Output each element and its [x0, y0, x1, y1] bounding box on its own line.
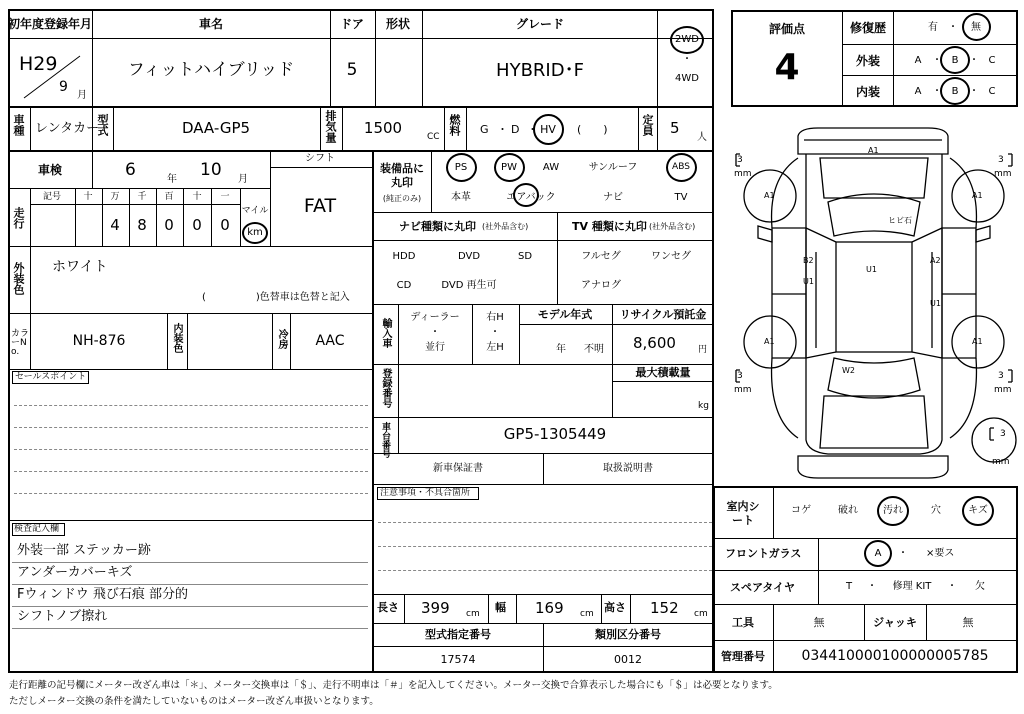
mark-a1-front: A1	[868, 146, 879, 155]
navi-cd: CD	[396, 280, 412, 291]
interior-seat-label: 室内シート	[726, 500, 760, 528]
car-damage-diagram	[728, 118, 1020, 488]
ac-value: AAC	[315, 333, 345, 349]
inspector-line-2: アンダーカバーキズ	[17, 565, 133, 580]
tools-label: 工具	[732, 616, 754, 629]
height-label: 高さ	[604, 601, 626, 614]
glass-label: フロントガラス	[725, 547, 802, 560]
km-label: km	[247, 227, 263, 238]
spare-kit: 修理 KIT	[892, 581, 932, 592]
import-dealer: ディーラー	[410, 312, 460, 323]
inspector-line-3: Fウィンドウ 飛び石痕 部分的	[17, 587, 188, 602]
shift-label: シフト	[305, 153, 335, 164]
max-load-unit: kg	[698, 401, 709, 411]
fuel-other: ( )	[577, 123, 608, 136]
inspector-label: 検査記入欄	[14, 524, 60, 534]
fuel-hv: HV	[540, 123, 556, 136]
import-label: 輸入車	[380, 318, 391, 348]
seat-stain: 汚れ	[883, 505, 903, 516]
mgmt-label: 管理番号	[721, 650, 765, 663]
fuel-dot-1: ・	[497, 123, 508, 136]
navi-sd: SD	[517, 251, 533, 262]
mark-u1-right: U1	[930, 299, 941, 308]
color-code: NH-876	[72, 333, 126, 349]
model-year-label: モデル年式	[537, 308, 593, 321]
warranty-doc: 新車保証書	[433, 463, 483, 474]
inspection-year-unit: 年	[167, 174, 177, 185]
equipment-sub: (純正のみ)	[382, 194, 422, 203]
fuel-label: 燃料	[448, 114, 461, 136]
model-year-unknown: 不明	[584, 344, 604, 355]
footer-line-1: 走行距離の記号欄にメーター改ざん車は「＊」、メーター交換車は「＄」、走行不明車は「＃」を記入してください。メーター交換で合算表示した場合にも「＄」は必要となります。	[9, 680, 778, 691]
import-right: 右H	[486, 312, 504, 323]
tread-unit-rl: mm	[734, 385, 752, 395]
shape-label: 形状	[385, 17, 411, 31]
interior-grade-label: 内装	[855, 85, 881, 99]
mark-b2-left: B2	[803, 256, 814, 265]
tv-fullseg: フルセグ	[581, 251, 621, 262]
mileage-digit-4: 0	[192, 216, 202, 234]
inspection-month-unit: 月	[238, 174, 248, 185]
chassis-label: 車台番号	[380, 422, 390, 458]
digit-header-4: 百	[164, 192, 174, 202]
repair-yes: 有	[928, 22, 938, 33]
footer-line-2: ただしメーター交換の条件を満たしていないものはメーター改ざん車扱いとなります。	[9, 696, 379, 707]
capacity-value: 5	[670, 119, 680, 137]
equip-airbag: エアバック	[506, 192, 556, 203]
length-value: 399	[421, 599, 450, 617]
digit-header-3: 千	[137, 192, 147, 202]
equip-pw: PW	[501, 162, 517, 173]
width-unit: cm	[580, 609, 594, 619]
navi-dvd-play: DVD 再生可	[441, 280, 497, 291]
repair-no: 無	[971, 22, 981, 33]
model-value: DAA-GP5	[181, 119, 251, 137]
tv-sub: (社外品含む)	[649, 222, 696, 231]
inspection-month: 10	[200, 160, 222, 180]
repaint-note: ( )色替車は色替と記入	[202, 292, 350, 303]
equip-tv: TV	[674, 192, 688, 203]
tread-unit-rr: mm	[994, 385, 1012, 395]
equipment-label: 装備品に丸印	[380, 162, 424, 190]
mark-u1-roof: U1	[866, 265, 877, 274]
category-label: 類別区分番号	[595, 628, 661, 641]
mark-windshield-chip: ヒビ石	[888, 216, 912, 225]
drive-dot: ・	[682, 54, 692, 65]
registration-label: 登録番号	[380, 368, 391, 408]
mileage-label: 走行	[12, 207, 25, 229]
seat-hole: 穴	[931, 505, 941, 516]
door-label: ドア	[340, 17, 364, 31]
manual-doc: 取扱説明書	[603, 463, 653, 474]
interior-a: A	[914, 86, 922, 97]
tread-unit-spare: mm	[992, 457, 1010, 467]
displacement-label: 排気量	[324, 110, 337, 143]
score-value: 4	[774, 47, 800, 88]
digit-header-2: 万	[110, 192, 120, 202]
first-reg-label: 初年度登録年月	[7, 17, 93, 31]
mileage-digit-2: 8	[137, 216, 147, 234]
reg-era: H29	[19, 53, 58, 75]
tread-value-fl: 3	[737, 155, 743, 165]
car-name: フィットハイブリッド	[127, 60, 295, 80]
displacement-value: 1500	[363, 119, 403, 137]
jack-value: 無	[962, 616, 974, 629]
mark-w2-rear: W2	[842, 366, 855, 375]
usage-label: 車種	[12, 114, 25, 136]
chassis-number: GP5-1305449	[503, 425, 607, 443]
tread-value-rl: 3	[737, 371, 743, 381]
designation-value: 17574	[440, 653, 476, 666]
jack-label: ジャッキ	[873, 616, 917, 629]
mark-a1-wheel-rl: A1	[764, 337, 775, 346]
exterior-a: A	[914, 55, 922, 66]
grade-value: HYBRID･F	[496, 60, 584, 81]
mile-label: マイル	[241, 206, 269, 216]
glass-replace: ×要ス	[926, 548, 955, 559]
interior-color-label: 内装色	[171, 323, 182, 353]
recycle-label: リサイクル預託金	[619, 308, 707, 321]
repair-label: 修復歴	[849, 21, 887, 35]
mgmt-number: 034410000100000005785	[801, 648, 989, 664]
width-label: 幅	[495, 601, 506, 614]
length-label: 長さ	[377, 601, 399, 614]
color-label: 外装色	[12, 262, 25, 295]
navi-hdd: HDD	[392, 251, 416, 262]
capacity-label: 定員	[641, 114, 654, 136]
car-name-label: 車名	[198, 17, 224, 31]
ac-label: 冷房	[276, 329, 287, 349]
navi-sub: (社外品含む)	[482, 222, 529, 231]
repair-dot: ・	[948, 22, 958, 33]
exterior-dot-2: ・	[969, 55, 979, 66]
tread-value-spare: 3	[1000, 429, 1006, 439]
recycle-value: 8,600	[633, 334, 676, 352]
drive-4wd: 4WD	[675, 73, 699, 84]
door-count: 5	[346, 60, 358, 80]
fuel-dot-2: ・	[527, 123, 538, 136]
equip-sunroof: サンルーフ	[588, 162, 638, 173]
inspection-label: 車検	[37, 163, 63, 177]
spare-label: スペアタイヤ	[730, 581, 796, 594]
exterior-label: 外装	[855, 54, 881, 68]
digit-header-1: 十	[83, 192, 93, 202]
model-label: 型式	[96, 114, 109, 136]
exterior-c: C	[988, 55, 996, 66]
tread-value-fr: 3	[998, 155, 1004, 165]
mark-a1-wheel-fl: A1	[764, 191, 775, 200]
mileage-symbol-label: 記号	[42, 192, 62, 202]
inspection-year: 6	[125, 160, 136, 180]
designation-label: 型式指定番号	[425, 628, 491, 641]
import-parallel: 並行	[425, 342, 445, 353]
max-load-label: 最大積載量	[635, 366, 691, 379]
interior-c: C	[988, 86, 996, 97]
interior-b: B	[951, 86, 959, 97]
navi-dvd: DVD	[457, 251, 481, 262]
capacity-unit: 人	[697, 132, 707, 143]
equip-aw: AW	[542, 162, 560, 173]
category-value: 0012	[614, 653, 642, 666]
notes-label: 注意事項・不具合箇所	[380, 488, 471, 498]
displacement-unit: CC	[427, 132, 440, 142]
shift-value: FAT	[303, 195, 337, 217]
model-year-unit: 年	[556, 344, 566, 355]
tv-label: TV 種類に丸印	[572, 220, 647, 233]
exterior-b: B	[951, 55, 959, 66]
color-code-label: カラーNo.	[11, 329, 30, 357]
tread-unit-fl: mm	[734, 169, 752, 179]
fuel-g: G	[480, 123, 489, 136]
spare-none: 欠	[975, 581, 985, 592]
seat-tear: 破れ	[838, 505, 858, 516]
drive-2wd: 2WD	[675, 34, 699, 45]
recycle-unit: 円	[698, 345, 708, 355]
mark-a1-wheel-rr: A1	[972, 337, 983, 346]
grade-label: グレード	[515, 17, 565, 31]
tools-value: 無	[813, 616, 825, 629]
fuel-d: D	[511, 123, 520, 136]
digit-header-6: 一	[220, 192, 230, 202]
equip-ps: PS	[454, 162, 468, 173]
interior-dot-2: ・	[969, 86, 979, 97]
color-value: ホワイト	[52, 259, 108, 275]
interior-dot-1: ・	[932, 86, 942, 97]
navi-label: ナビ種類に丸印	[399, 220, 476, 233]
digit-header-5: 十	[192, 192, 202, 202]
equip-navi: ナビ	[603, 192, 623, 203]
mileage-digit-1: 4	[110, 216, 120, 234]
spare-dot-2: ・	[947, 581, 957, 592]
reg-month: 9	[59, 79, 68, 95]
import-dot-2: ・	[490, 327, 500, 338]
mark-a1-wheel-fr: A1	[972, 191, 983, 200]
tv-oneseg: ワンセグ	[651, 251, 691, 262]
reg-month-unit: 月	[77, 90, 87, 101]
width-value: 169	[535, 599, 564, 617]
inspector-line-4: シフトノブ擦れ	[17, 609, 108, 624]
exterior-dot-1: ・	[932, 55, 942, 66]
tv-analog: アナログ	[581, 280, 621, 291]
seat-scratch: キズ	[968, 505, 988, 516]
equip-abs: ABS	[672, 162, 690, 172]
glass-dot: ・	[898, 548, 908, 559]
usage-value: レンタカー	[35, 121, 100, 136]
score-label: 評価点	[768, 22, 806, 36]
seat-burn: コゲ	[791, 505, 811, 516]
reg-slash	[22, 54, 84, 100]
height-unit: cm	[694, 609, 708, 619]
equip-leather: 本革	[451, 192, 471, 203]
sales-point-label: セールスポイント	[15, 372, 87, 382]
tread-unit-fr: mm	[994, 169, 1012, 179]
mark-a2-right: A2	[930, 256, 941, 265]
import-dot: ・	[430, 327, 440, 338]
mark-u1-left-front: U1	[803, 277, 814, 286]
mileage-digit-5: 0	[220, 216, 230, 234]
tread-value-rr: 3	[998, 371, 1004, 381]
import-left: 左H	[486, 342, 504, 353]
spare-dot-1: ・	[867, 581, 877, 592]
glass-a: A	[874, 548, 882, 559]
height-value: 152	[650, 599, 679, 617]
length-unit: cm	[466, 609, 480, 619]
mileage-digit-3: 0	[164, 216, 174, 234]
inspector-line-1: 外装一部 ステッカー跡	[17, 543, 151, 558]
spare-t: T	[845, 581, 853, 592]
